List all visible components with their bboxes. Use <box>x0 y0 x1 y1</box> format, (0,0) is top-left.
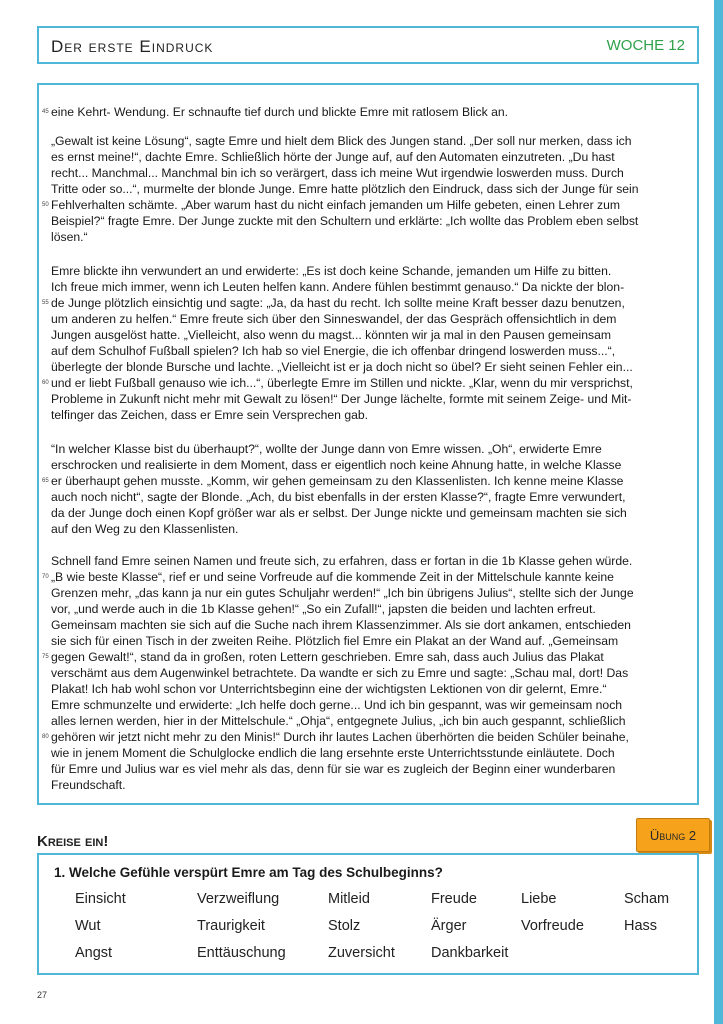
line-number: 50 <box>42 202 49 208</box>
story-line <box>51 263 633 279</box>
story-line-text: gegen Gewalt!“, stand da in großen, roten Lettern geschrieben. Emre sah, dass auch Julius das Plakat <box>51 650 604 664</box>
page-header <box>37 26 699 64</box>
story-line-text: de Junge plötzlich einsichtig und sagte: „Ja, da hast du recht. Ich sollte meine Kraft besser dazu benutzen, <box>51 296 625 310</box>
week-label: WOCHE 12 <box>606 37 685 54</box>
story-line-text: Plakat! Ich hab wohl schon vor Unterrichtsbeginn eine der wichtigsten Lektionen von dir gelernt, Emre.“ <box>51 682 607 696</box>
word-choice[interactable]: Angst <box>75 945 113 961</box>
story-line-text: Gemeinsam machten sie sich auf die Suche nach ihrem Klassenzimmer. Als sie dort ankamen, entschieden <box>51 618 631 632</box>
story-line-text: da der Junge doch einen Kopf größer war als er selbst. Der Junge nickte und gemeinsam machten sie sich <box>51 506 627 520</box>
story-paragraph <box>42 133 639 245</box>
story-line-text: „B wie beste Klasse“, rief er und seine Vorfreude auf die kommende Zeit in der Mittelschule kannte keine <box>51 570 614 584</box>
word-row <box>75 918 685 945</box>
story-line-text: auch noch nicht“, sagte der Blonde. „Ach, du bist ebenfalls in der ersten Klasse?“, fragte Emre verwundert, <box>51 490 626 504</box>
story-line-text: erschrocken und realisierte in dem Moment, dass er eigentlich noch keine Ahnung hatte, in welche Klasse <box>51 458 622 472</box>
story-line-text: telfinger das Zeichen, dass er Emre sein Versprechen gab. <box>51 408 369 422</box>
story-line <box>51 681 634 697</box>
story-line <box>51 505 627 521</box>
story-line <box>51 745 634 761</box>
story-line <box>51 553 634 569</box>
side-color-bar <box>714 0 723 1024</box>
story-line <box>51 697 634 713</box>
story-line <box>51 761 634 777</box>
story-line <box>51 279 633 295</box>
story-paragraph <box>42 263 633 423</box>
story-line-text: Emre blickte ihn verwundert an und erwiderte: „Es ist doch keine Schande, jemanden um Hilfe zu bitten. <box>51 264 612 278</box>
story-line-text: Schnell fand Emre seinen Namen und freute sich, zu erfahren, dass er fortan in die 1b Klasse gehen würde. <box>51 554 633 568</box>
story-line <box>51 343 633 359</box>
story-line <box>42 295 633 311</box>
story-line-text: Tritte oder so...“, murmelte der blonde Junge. Emre hatte plötzlich den Eindruck, dass sich der Junge für sein <box>51 182 639 196</box>
story-line <box>51 181 639 197</box>
story-line-text: “In welcher Klasse bist du überhaupt?“, wollte der Junge dann von Emre wissen. „Oh“, erwiderte Emre <box>51 442 602 456</box>
exercise-heading: Kreise ein! <box>37 833 109 850</box>
story-line-text: er überhaupt gehen musste. „Komm, wir gehen gemeinsam zu den Klassenlisten. Ich kenne meine Klasse <box>51 474 624 488</box>
word-choice[interactable]: Vorfreude <box>521 918 584 934</box>
story-line-text: überlegte der blonde Bursche und lachte. „Vielleicht ist er ja doch nicht so übel? Er sieht seinen Fehler ein... <box>51 360 633 374</box>
word-choice[interactable]: Enttäuschung <box>197 945 286 961</box>
line-number: 75 <box>42 654 49 660</box>
line-number: 65 <box>42 478 49 484</box>
word-choice[interactable]: Stolz <box>328 918 361 934</box>
story-line-text: wie in jenem Moment die Schulglocke endlich die lang ersehnte erste Unterrichtsstunde einläutete. Doch <box>51 746 615 760</box>
story-line <box>51 133 639 149</box>
story-line-text: vor, „und werde auch in die 1b Klasse gehen!“ „So ein Zufall!“, japsten die beiden und lachten erfreut. <box>51 602 596 616</box>
story-line-text: Beispiel?“ fragte Emre. Der Junge zuckte mit den Schultern und erklärte: „Ich wollte das Problem eben selbst <box>51 214 639 228</box>
exercise-question: 1. Welche Gefühle verspürt Emre am Tag des Schulbeginns? <box>54 865 443 880</box>
story-line <box>51 311 633 327</box>
chapter-title: Der erste Eindruck <box>51 37 214 56</box>
story-line <box>42 104 509 120</box>
story-line-text: „Gewalt ist keine Lösung“, sagte Emre und hielt dem Blick des Jungen stand. „Der soll nur merken, dass ich <box>51 134 632 148</box>
story-line <box>51 229 639 245</box>
story-line <box>51 713 634 729</box>
line-number: 55 <box>42 300 49 306</box>
story-paragraph <box>42 104 509 120</box>
word-choice[interactable]: Zuversicht <box>328 945 395 961</box>
line-number: 70 <box>42 574 49 580</box>
story-line <box>51 441 627 457</box>
line-number: 45 <box>42 109 49 115</box>
story-line <box>51 391 633 407</box>
story-line-text: verschämt aus dem Augenwinkel betrachtete. Da wandte er sich zu Emre und sagte: „Schau mal, dort! Das <box>51 666 629 680</box>
story-line <box>51 407 633 423</box>
story-line <box>51 777 634 793</box>
story-line-text: auf den Weg zu den Klassenlisten. <box>51 522 239 536</box>
story-line <box>51 489 627 505</box>
story-line <box>51 457 627 473</box>
story-line-text: Fehlverhalten schämte. „Aber warum hast du nicht einfach jemanden um Hilfe gebeten, einen Lehrer zum <box>51 198 621 212</box>
word-choice[interactable]: Dankbarkeit <box>431 945 509 961</box>
story-line-text: um anderen zu helfen.“ Emre freute sich über den Sinneswandel, der das Gespräch offensichtlich in dem <box>51 312 617 326</box>
story-line <box>51 165 639 181</box>
story-line <box>51 359 633 375</box>
story-line <box>51 665 634 681</box>
line-number: 60 <box>42 380 49 386</box>
story-line-text: auf dem Schulhof Fußball spielen? Ich hab so viel Energie, die ich offenbar dringend loswerden muss...“, <box>51 344 616 358</box>
story-line <box>42 569 634 585</box>
story-line <box>42 197 639 213</box>
story-line <box>51 601 634 617</box>
story-line-text: für Emre und Julius war es viel mehr als das, denn für sie war es zugleich der Beginn einer wunderbaren <box>51 762 616 776</box>
story-line-text: Ich freue mich immer, wenn ich Leuten helfen kann. Andere fühlen bestimmt genauso.“ Da nickte der blon- <box>51 280 625 294</box>
word-choice[interactable]: Liebe <box>521 891 557 907</box>
story-paragraph <box>42 441 627 537</box>
page-number: 27 <box>37 990 48 1000</box>
story-line-text: alles lernen werden, hier in der Mittelschule.“ „Ohja“, entgegnete Julius, „ich bin auch gespannt, schließlich <box>51 714 626 728</box>
word-row <box>75 891 685 918</box>
story-line <box>51 521 627 537</box>
story-line-text: gehören wir jetzt nicht mehr zu den Minis!“ Durch ihr lautes Lachen überhörten die beiden Schüler beinahe, <box>51 730 629 744</box>
word-choice[interactable]: Mitleid <box>328 891 370 907</box>
word-choice[interactable]: Verzweiflung <box>197 891 280 907</box>
story-line <box>51 149 639 165</box>
story-line-text: Freundschaft. <box>51 778 126 792</box>
story-line <box>42 729 634 745</box>
story-line <box>42 649 634 665</box>
story-line-text: recht... Manchmal... Manchmal bin ich so verärgert, dass ich meine Wut irgendwie loswerden muss. Durch <box>51 166 624 180</box>
story-line <box>51 213 639 229</box>
word-choices <box>75 891 685 972</box>
word-choice[interactable]: Traurigkeit <box>197 918 265 934</box>
story-line <box>51 327 633 343</box>
exercise-badge-label: Übung 2 <box>649 828 697 843</box>
story-line-text: und er liebt Fußball genauso wie ich...“, überlegte Emre im Stillen und nickte. „Klar, wenn du mir versprichst, <box>51 376 633 390</box>
story-line-text: Probleme in Zukunft nicht mehr mit Gewalt zu lösen!“ Der Junge lächelte, formte mit seinem Zeige- und Mit- <box>51 392 632 406</box>
line-number: 80 <box>42 734 49 740</box>
story-paragraph <box>42 553 634 793</box>
word-choice[interactable]: Wut <box>75 918 101 934</box>
story-line <box>42 473 627 489</box>
story-line-text: lösen.“ <box>51 230 88 244</box>
story-line-text: sie sich für einen Tisch in der zweiten Reihe. Plötzlich fiel Emre ein Plakat an der Wand auf. „Gemeinsam <box>51 634 619 648</box>
word-choice[interactable]: Scham <box>624 891 670 907</box>
story-line-text: Jungen ausgelöst hatte. „Vielleicht, also wenn du magst... könnten wir ja mal in den Pausen gemeinsam <box>51 328 612 342</box>
story-line <box>51 617 634 633</box>
word-choice[interactable]: Einsicht <box>75 891 126 907</box>
word-choice[interactable]: Freude <box>431 891 477 907</box>
story-line <box>51 633 634 649</box>
story-line <box>51 585 634 601</box>
word-choice[interactable]: Hass <box>624 918 658 934</box>
story-line-text: Emre schmunzelte und erwiderte: „Ich helfe doch gerne... Und ich bin gespannt, was wir gemeinsam noch <box>51 698 623 712</box>
story-line <box>42 375 633 391</box>
story-line-text: eine Kehrt- Wendung. Er schnaufte tief durch und blickte Emre mit ratlosem Blick an. <box>51 105 509 119</box>
story-line-text: Grenzen mehr, „das kann ja nur ein gutes Schuljahr werden!“ „Ich bin übrigens Julius“, stellte sich der Junge <box>51 586 634 600</box>
story-line-text: es ernst meine!“, dachte Emre. Schließlich hörte der Junge auf, auf den Automaten einzutreten. „Du hast <box>51 150 615 164</box>
word-choice[interactable]: Ärger <box>431 918 467 934</box>
exercise-box <box>37 853 699 975</box>
exercise-badge <box>636 818 710 852</box>
word-row <box>75 945 685 972</box>
story-text-box <box>37 83 699 805</box>
